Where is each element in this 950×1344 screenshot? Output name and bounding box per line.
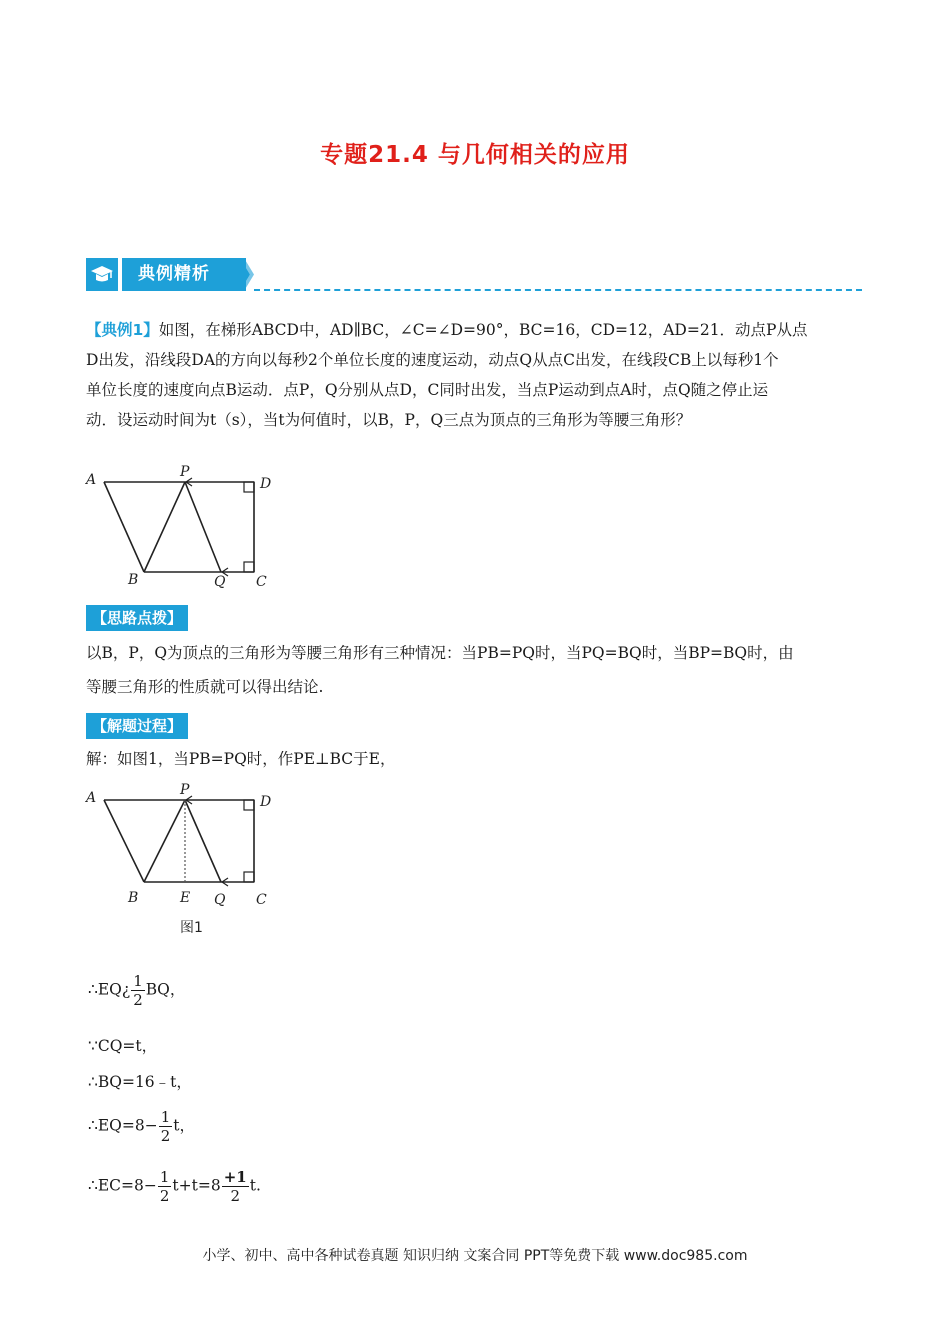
eq4-lhs: ∴EQ=8− <box>88 1116 158 1135</box>
section-banner <box>86 258 862 294</box>
fraction-num: 1 <box>159 1168 170 1186</box>
equation-2: ∵CQ=t， <box>88 1037 158 1055</box>
example-line-1: 如图，在梯形ABCD中，AD∥BC，∠C=∠D=90°，BC=16，CD=12，AD=21．动点P从点 <box>158 321 808 339</box>
hint-paragraph <box>86 636 866 704</box>
label-p: P <box>180 782 190 798</box>
graduation-cap-icon <box>86 258 118 291</box>
banner-label: 典例精析 <box>122 258 246 291</box>
label-c: C <box>256 574 267 590</box>
eq5-rhs: t. <box>249 1176 261 1195</box>
label-a: A <box>86 472 97 488</box>
fraction-den: 2 <box>160 1127 171 1145</box>
eq1-rhs: BQ， <box>145 980 186 999</box>
fraction <box>222 1168 249 1205</box>
example-paragraph <box>86 315 866 435</box>
equation-4 <box>88 1108 195 1145</box>
label-e: E <box>180 890 191 906</box>
label-p: P <box>180 464 190 480</box>
equation-5 <box>88 1168 261 1205</box>
banner-divider <box>254 289 862 291</box>
example-tag: 【典例1】 <box>86 321 159 339</box>
hint-line-2: 等腰三角形的性质就可以得出结论. <box>86 678 324 696</box>
example-line-3: 单位长度的速度向点B运动．点P，Q分别从点D，C同时出发，当点P运动到点A时，点Q随之停止运 <box>86 381 769 399</box>
label-a: A <box>86 790 97 806</box>
hint-line-1: 以B，P，Q为顶点的三角形为等腰三角形有三种情况：当PB=PQ时，当PQ=BQ时，当BP=BQ时，由 <box>86 644 794 662</box>
figure-caption: 图1 <box>180 920 203 936</box>
equation-1 <box>88 972 185 1009</box>
solution-line-1: 解：如图1，当PB=PQ时，作PE⊥BC于E， <box>86 750 396 768</box>
chevron-right-icon <box>232 258 256 294</box>
fraction-den: 2 <box>159 1187 170 1205</box>
label-q: Q <box>214 892 226 908</box>
fraction-den: 2 <box>230 1187 240 1205</box>
eq5-lhs: ∴EC=8− <box>88 1176 157 1195</box>
fraction-num: 1 <box>133 972 143 990</box>
fraction-num: +1 <box>223 1168 247 1186</box>
eq5-mid: t+t=8 <box>172 1176 221 1195</box>
fraction <box>131 972 145 1009</box>
eq1-lhs: ∴EQ¿ <box>88 980 131 999</box>
fraction <box>158 1168 172 1205</box>
label-b: B <box>128 572 139 588</box>
example-line-4: 动．设运动时间为t（s），当t为何值时，以B，P，Q三点为顶点的三角形为等腰三角形？ <box>86 411 692 429</box>
equation-3: ∴BQ=16﹣t， <box>88 1073 192 1091</box>
fraction-num: 1 <box>160 1108 171 1126</box>
label-b: B <box>128 890 139 906</box>
page-footer: 小学、初中、高中各种试卷真题 知识归纳 文案合同 PPT等免费下载 www.doc985.com <box>202 1248 748 1264</box>
figure-1 <box>84 780 284 940</box>
label-d: D <box>260 476 272 492</box>
fraction-den: 2 <box>133 991 143 1009</box>
solution-tag: 【解题过程】 <box>86 713 188 739</box>
fraction <box>159 1108 173 1145</box>
page-title: 专题21.4 与几何相关的应用 <box>320 142 630 168</box>
label-d: D <box>260 794 272 810</box>
label-q: Q <box>214 574 226 590</box>
example-line-2: D出发，沿线段DA的方向以每秒2个单位长度的速度运动，动点Q从点C出发，在线段CB上以每秒1个 <box>86 351 779 369</box>
hint-tag: 【思路点拨】 <box>86 605 188 631</box>
label-c: C <box>256 892 267 908</box>
trapezoid-figure <box>84 462 284 592</box>
eq4-rhs: t， <box>173 1116 196 1135</box>
